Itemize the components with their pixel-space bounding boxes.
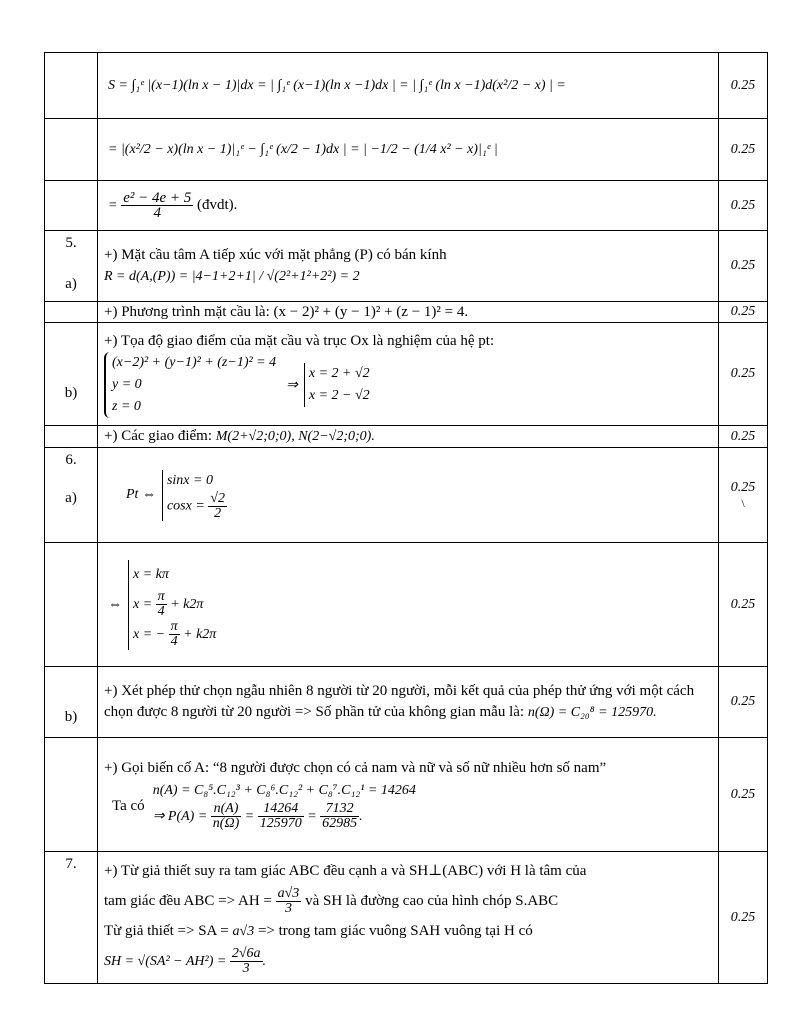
equation-system: (x−2)² + (y−1)² + (z−1)² = 4 y = 0 z = 0 — [104, 352, 276, 418]
table-row — [45, 53, 768, 119]
table-row — [45, 667, 768, 738]
sub-question: b) — [64, 709, 78, 725]
question-number — [45, 53, 98, 119]
score: 0.25 — [719, 53, 768, 119]
score: 0.25 — [719, 852, 768, 984]
score: 0.25 — [719, 119, 768, 181]
solution-set: x = kπ x = $\frac{\pi}{4}$ + k2π x = − $\frac{\pi}{4}$ + k2π — [128, 560, 216, 650]
row-text: +) Mặt cầu tâm A tiếp xúc với mặt phẳng (P) có bán kính — [104, 247, 447, 263]
table-row: +) Gọi biến cố A: “8 người được chọn có cả nam và nữ và số nữ nhiều hơn số nam” Ta có n(A) = C₈⁵.C₁₂³ + C₈⁶.C₁₂² + C₈⁷.C₁₂¹ = 14264 ⇒ P(A) = $\frac{n(A)}{n(\Omega)}$ = $\frac{14264}{125970}$ = $\frac{7132}{62985}$ . 0.25 — [45, 738, 768, 852]
solution-set: x = 2 + √2 x = 2 − √2 — [304, 363, 370, 407]
question-number — [45, 119, 98, 181]
math-expression: R = d(A,(P)) = |4−1+2+1| / √(2²+1²+2²) = 2 — [104, 269, 360, 284]
score: 0.25 — [719, 738, 768, 852]
row-text: +) Gọi biến cố A: “8 người được chọn có cả nam và nữ và số nữ nhiều hơn số nam” — [104, 760, 607, 776]
table-row — [45, 231, 768, 302]
math-expression: M(2+√2;0;0), N(2−√2;0;0). — [215, 429, 375, 444]
math-expression: = |(x²/2 − x)(ln x − 1)|₁ᵉ − ∫₁ᵉ (x/2 − 1)dx | = | −1/2 − (1/4 x² − x)|₁ᵉ | — [108, 141, 498, 157]
question-number — [45, 543, 98, 667]
table-row: ⇔ x = kπ x = $\frac{\pi}{4}$ + k2π x = − $\frac{\pi}{4}$ + k2π 0.25 — [45, 543, 768, 667]
answer-table — [44, 52, 768, 984]
row-text: +) Xét phép thử chọn ngẫu nhiên 8 người từ 20 người, mỗi kết quả của phép thử ứng với một cách chọn được 8 người từ 20 người => Số phần tử của không gian mẫu là: — [104, 683, 695, 720]
table-row: b) +) Tọa độ giao điểm của mặt cầu và trục Ox là nghiệm của hệ pt: (x−2)² + (y−1)² + (z−1)² = 4 y = 0 z = 0 ⇒ x = 2 + √2 x = 2 − √2 0.25 — [45, 323, 768, 426]
table-row: 7. +) Từ giả thiết suy ra tam giác ABC đều cạnh a và SH⊥(ABC) với H là tâm của tam giác đều ABC => AH = $\frac{a√3}{3}$ và SH là đường cao của hình chóp S.ABC Từ giả thiết => SA = a√3 => trong tam giác vuông SAH vuông tại H có SH = √(SA² − AH²) = $\frac{2√6a}{3}$ . 0.25 — [45, 852, 768, 984]
area-fraction: $\frac{\text{e² − 4e + 5}}{4}$ — [123, 190, 192, 221]
sub-question: a) — [65, 276, 77, 292]
score: 0.25 — [719, 323, 768, 426]
score: 0.25 — [719, 543, 768, 667]
sub-question: a) — [65, 490, 77, 506]
question-number: 7. — [65, 856, 77, 872]
row-text: +) Tọa độ giao điểm của mặt cầu và trục Ox là nghiệm của hệ pt: — [104, 333, 495, 349]
score: 0.25 — [719, 231, 768, 302]
score: 0.25 — [719, 667, 768, 738]
table-row — [45, 426, 768, 448]
condition-set: sinx = 0 cosx = $\frac{√2}{2}$ — [162, 470, 227, 521]
score: 0.25 — [730, 479, 756, 495]
math-expression: S = ∫₁ᵉ |(x−1)(ln x − 1)|dx = | ∫₁ᵉ (x−1)(ln x −1)dx | = | ∫₁ᵉ (ln x −1)d(x²/2 − x) | = — [108, 77, 566, 93]
math-expression: n(Ω) = C₂₀⁸ = 125970. — [527, 705, 657, 720]
row-text: +) Các giao điểm: — [104, 428, 213, 444]
table-row: = $\frac{\text{e² − 4e + 5}}{4}$ (đvdt). 0.25 — [45, 181, 768, 231]
table-row: 6. a) Pt ⇔ sinx = 0 cosx = $\frac{√2}{2}$ 0.25 \ — [45, 448, 768, 543]
score: 0.25 — [719, 302, 768, 323]
question-number — [45, 738, 98, 852]
sub-question: b) — [64, 385, 78, 401]
question-number: 6. — [65, 452, 77, 468]
table-row — [45, 302, 768, 323]
row-text: +) Phương trình mặt cầu là: (x − 2)² + (y − 1)² + (z − 1)² = 4. — [104, 304, 469, 320]
question-number — [45, 426, 98, 448]
table-row — [45, 119, 768, 181]
score: 0.25 — [719, 181, 768, 231]
score: 0.25 — [719, 426, 768, 448]
question-number — [45, 302, 98, 323]
question-number — [45, 181, 98, 231]
question-number: 5. — [65, 235, 77, 251]
